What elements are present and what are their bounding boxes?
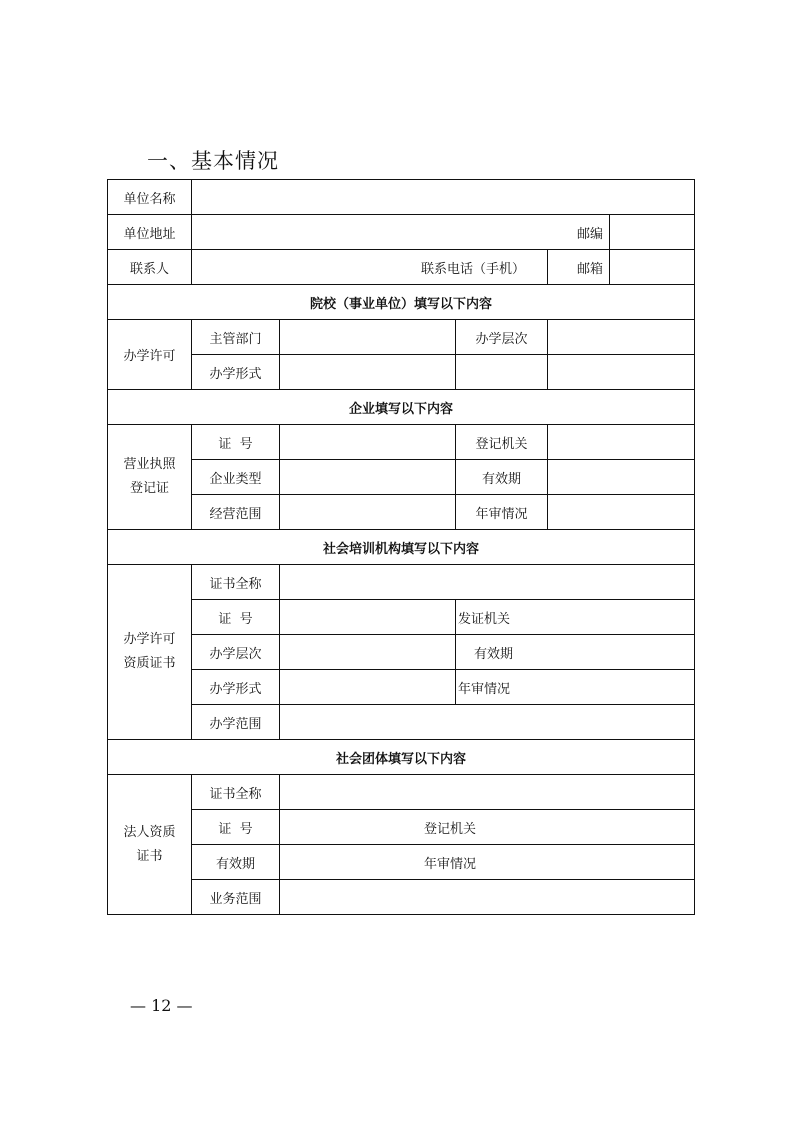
label-org-validity: 有效期 [192,845,280,880]
group-label-training [108,565,192,740]
row-org-scope [108,880,695,915]
label-org-cert-no: 证 号 [192,810,280,845]
field-school-extra2[interactable] [548,355,695,390]
section-enterprise [108,390,695,425]
row-school-form [108,355,695,390]
label-school-level: 办学层次 [456,320,548,355]
field-train-fullname[interactable] [280,565,695,600]
section-header-enterprise: 企业填写以下内容 [108,390,695,425]
group-label-school: 办学许可 [108,320,192,390]
field-org-fullname[interactable] [280,775,695,810]
row-ent-cert [108,425,695,460]
label-org-scope: 业务范围 [192,880,280,915]
row-unit-name [108,180,695,215]
row-train-form [108,670,695,705]
row-contact [108,250,695,285]
label-contact: 联系人 [108,250,192,285]
basic-info-table [107,179,695,915]
field-postcode[interactable] [610,215,695,250]
row-train-level [108,635,695,670]
label-train-form: 办学形式 [192,670,280,705]
group-label-enterprise [108,425,192,530]
section-org [108,740,695,775]
field-ent-reg-authority[interactable] [548,425,695,460]
group-label-org-line2: 证书 [136,848,163,864]
label-train-annual[interactable]: 年审情况 [456,670,695,705]
row-unit-address [108,215,695,250]
group-label-enterprise-line1: 营业执照 [123,457,176,472]
row-org-cert [108,810,695,845]
label-unit-name: 单位名称 [108,180,192,215]
group-label-org [108,775,192,915]
label-postcode[interactable]: 邮编 [192,215,610,250]
label-school-form: 办学形式 [192,355,280,390]
label-dept: 主管部门 [192,320,280,355]
label-ent-scope: 经营范围 [192,495,280,530]
label-ent-validity: 有效期 [456,460,548,495]
label-train-cert-no: 证 号 [192,600,280,635]
label-ent-annual: 年审情况 [456,495,548,530]
section-training [108,530,695,565]
field-ent-validity[interactable] [548,460,695,495]
section-header-training: 社会培训机构填写以下内容 [108,530,695,565]
row-train-fullname [108,565,695,600]
row-org-fullname [108,775,695,810]
group-label-training-line1: 办学许可 [123,632,176,647]
field-train-form[interactable] [280,670,456,705]
label-train-fullname: 证书全称 [192,565,280,600]
label-ent-type: 企业类型 [192,460,280,495]
label-org-reg-authority[interactable]: 登记机关 [280,810,695,845]
field-school-form[interactable] [280,355,456,390]
row-ent-scope [108,495,695,530]
label-ent-reg-authority: 登记机关 [456,425,548,460]
field-ent-cert-no[interactable] [280,425,456,460]
page-number: — 12 — [130,996,193,1015]
field-ent-type[interactable] [280,460,456,495]
field-school-extra[interactable] [456,355,548,390]
field-dept[interactable] [280,320,456,355]
label-ent-cert-no: 证 号 [192,425,280,460]
field-ent-scope[interactable] [280,495,456,530]
field-org-scope[interactable] [280,880,695,915]
label-train-scope: 办学范围 [192,705,280,740]
group-label-enterprise-line2: 登记证 [129,481,169,496]
label-org-annual[interactable]: 年审情况 [280,845,695,880]
label-train-level: 办学层次 [192,635,280,670]
field-train-scope[interactable] [280,705,695,740]
label-train-validity[interactable]: 有效期 [456,635,695,670]
section-school [108,285,695,320]
field-train-cert-no[interactable] [280,600,456,635]
section-header-school: 院校（事业单位）填写以下内容 [108,285,695,320]
field-unit-name[interactable] [192,180,695,215]
field-ent-annual[interactable] [548,495,695,530]
field-email[interactable] [610,250,695,285]
label-org-fullname: 证书全称 [192,775,280,810]
row-train-scope [108,705,695,740]
group-label-org-line1: 法人资质 [123,824,176,840]
label-phone[interactable]: 联系电话（手机） [192,250,548,285]
field-train-level[interactable] [280,635,456,670]
label-unit-address: 单位地址 [108,215,192,250]
row-ent-type [108,460,695,495]
row-org-validity [108,845,695,880]
row-train-cert [108,600,695,635]
row-school-dept [108,320,695,355]
label-train-issuer[interactable]: 发证机关 [456,600,695,635]
label-email[interactable]: 邮箱 [548,250,610,285]
field-school-level[interactable] [548,320,695,355]
page-title: 一、基本情况 [147,149,279,173]
group-label-training-line2: 资质证书 [123,656,176,671]
section-header-org: 社会团体填写以下内容 [108,740,695,775]
